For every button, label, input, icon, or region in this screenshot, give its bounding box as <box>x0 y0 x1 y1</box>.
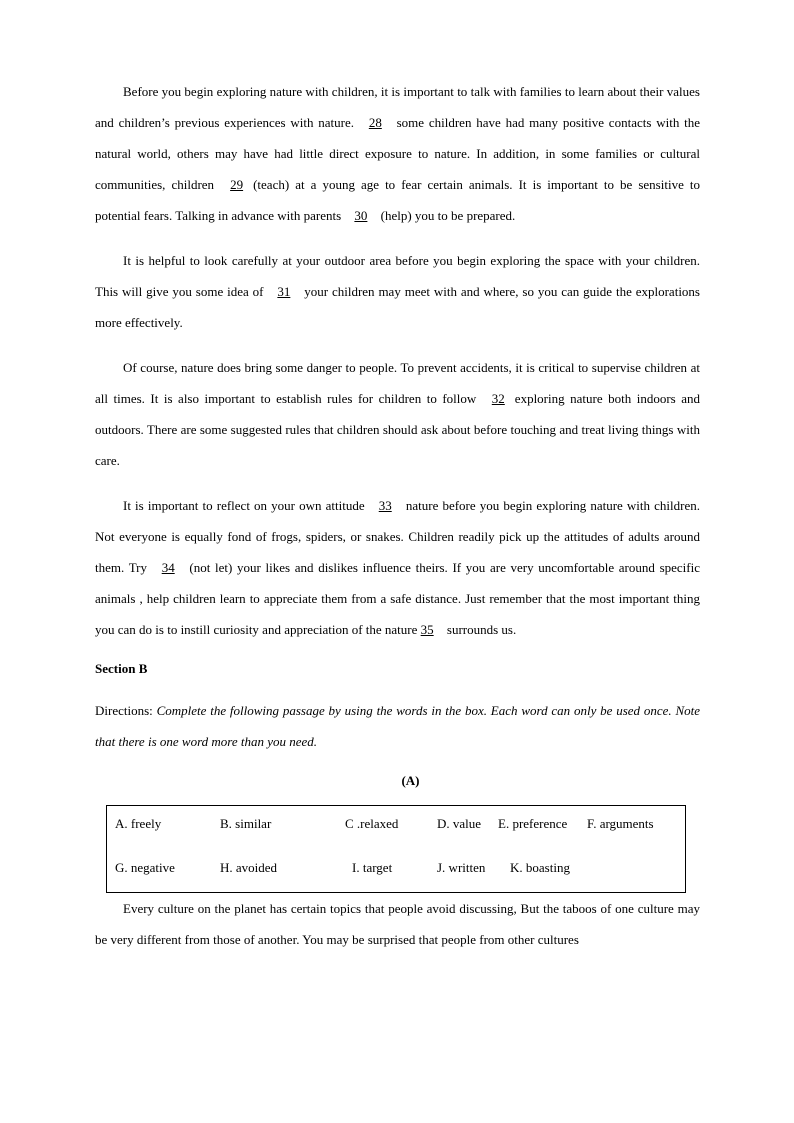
word-option: K. boasting <box>510 860 570 875</box>
blank-number: 30 <box>354 208 368 223</box>
blank-number: 35 <box>420 622 434 637</box>
directions <box>95 695 700 757</box>
paragraph-text: It is important to reflect on your own attitude <box>123 498 369 513</box>
blank-28[interactable] <box>359 115 392 130</box>
paragraph <box>95 352 700 476</box>
paragraph <box>95 76 700 231</box>
word-box <box>106 805 686 893</box>
word-option: C .relaxed <box>345 816 399 831</box>
paragraph <box>95 245 700 338</box>
word-option: G. negative <box>115 860 175 875</box>
paragraph-text: (not let) your likes and dislikes influence theirs. If you are very uncomfortable around specific animals , help children learn to appreciate them from a safe distance. Just remember that the most important thing you can do is to instill curiosity and appreciation of the nature <box>95 560 700 637</box>
paragraph <box>95 490 700 645</box>
blank-30[interactable] <box>344 208 377 223</box>
blank-35[interactable] <box>421 622 444 637</box>
paragraph-text: It is helpful to look carefully at your outdoor area before you begin exploring the space with your children. This will give you some idea of <box>95 253 700 299</box>
blank-number: 33 <box>378 498 392 513</box>
paragraph-text: (help) you to be prepared. <box>377 208 516 223</box>
blank-29[interactable] <box>220 177 253 192</box>
document-page <box>95 76 700 969</box>
paragraph-text: nature before you begin exploring nature with children. Not everyone is equally fond of frogs, spiders, or snakes. Children readily pick up the attitudes of adults around them. Try <box>95 498 700 575</box>
final-paragraph: Every culture on the planet has certain topics that people avoid discussing, But the taboos of one culture may be very different from those of another. You may be surprised that people from other cultures <box>95 901 700 947</box>
paragraph-text: (teach) at a young age to fear certain animals. It is important to be sensitive to potential fears. Talking in advance with parents <box>95 177 700 223</box>
word-option: F. arguments <box>587 816 654 831</box>
blank-number: 34 <box>161 560 175 575</box>
section-b-title: Section B <box>95 661 148 676</box>
word-option: H. avoided <box>220 860 278 875</box>
paragraph-text: exploring nature both indoors and outdoors. There are some suggested rules that children should ask about before touching and treat living things with care. <box>95 391 701 468</box>
blank-number: 28 <box>368 115 382 130</box>
word-option: D. value <box>437 816 482 831</box>
passage <box>95 76 700 645</box>
word-option: I. target <box>352 860 393 875</box>
paragraph-text: some children have had many positive contacts with the natural world, others may have had little direct exposure to nature. In addition, in some families or cultural communities, children <box>95 115 700 192</box>
blank-number: 31 <box>277 284 291 299</box>
box-title: (A) <box>401 773 420 788</box>
blank-34[interactable] <box>152 560 185 575</box>
paragraph-text: your children may meet with and where, so you can guide the explorations more effectively. <box>95 284 700 330</box>
blank-33[interactable] <box>369 498 402 513</box>
word-option: E. preference <box>498 816 568 831</box>
blank-number: 32 <box>491 391 505 406</box>
word-option: B. similar <box>220 816 272 831</box>
word-option: J. written <box>437 860 486 875</box>
directions-text: Complete the following passage by using the words in the box. Each word can only be used once. Note that there is one word more than you need. <box>95 703 701 749</box>
paragraph-text: Of course, nature does bring some danger to people. To prevent accidents, it is critical to supervise children at all times. It is also important to establish rules for children to follow <box>95 360 700 406</box>
blank-31[interactable] <box>267 284 300 299</box>
word-option: A. freely <box>115 816 162 831</box>
paragraph-text: Before you begin exploring nature with children, it is important to talk with families to learn about their values and children’s previous experiences with nature. <box>95 84 700 130</box>
directions-label: Directions: <box>95 703 157 718</box>
blank-number: 29 <box>230 177 244 192</box>
blank-32[interactable] <box>482 391 515 406</box>
paragraph-text: surrounds us. <box>443 622 517 637</box>
